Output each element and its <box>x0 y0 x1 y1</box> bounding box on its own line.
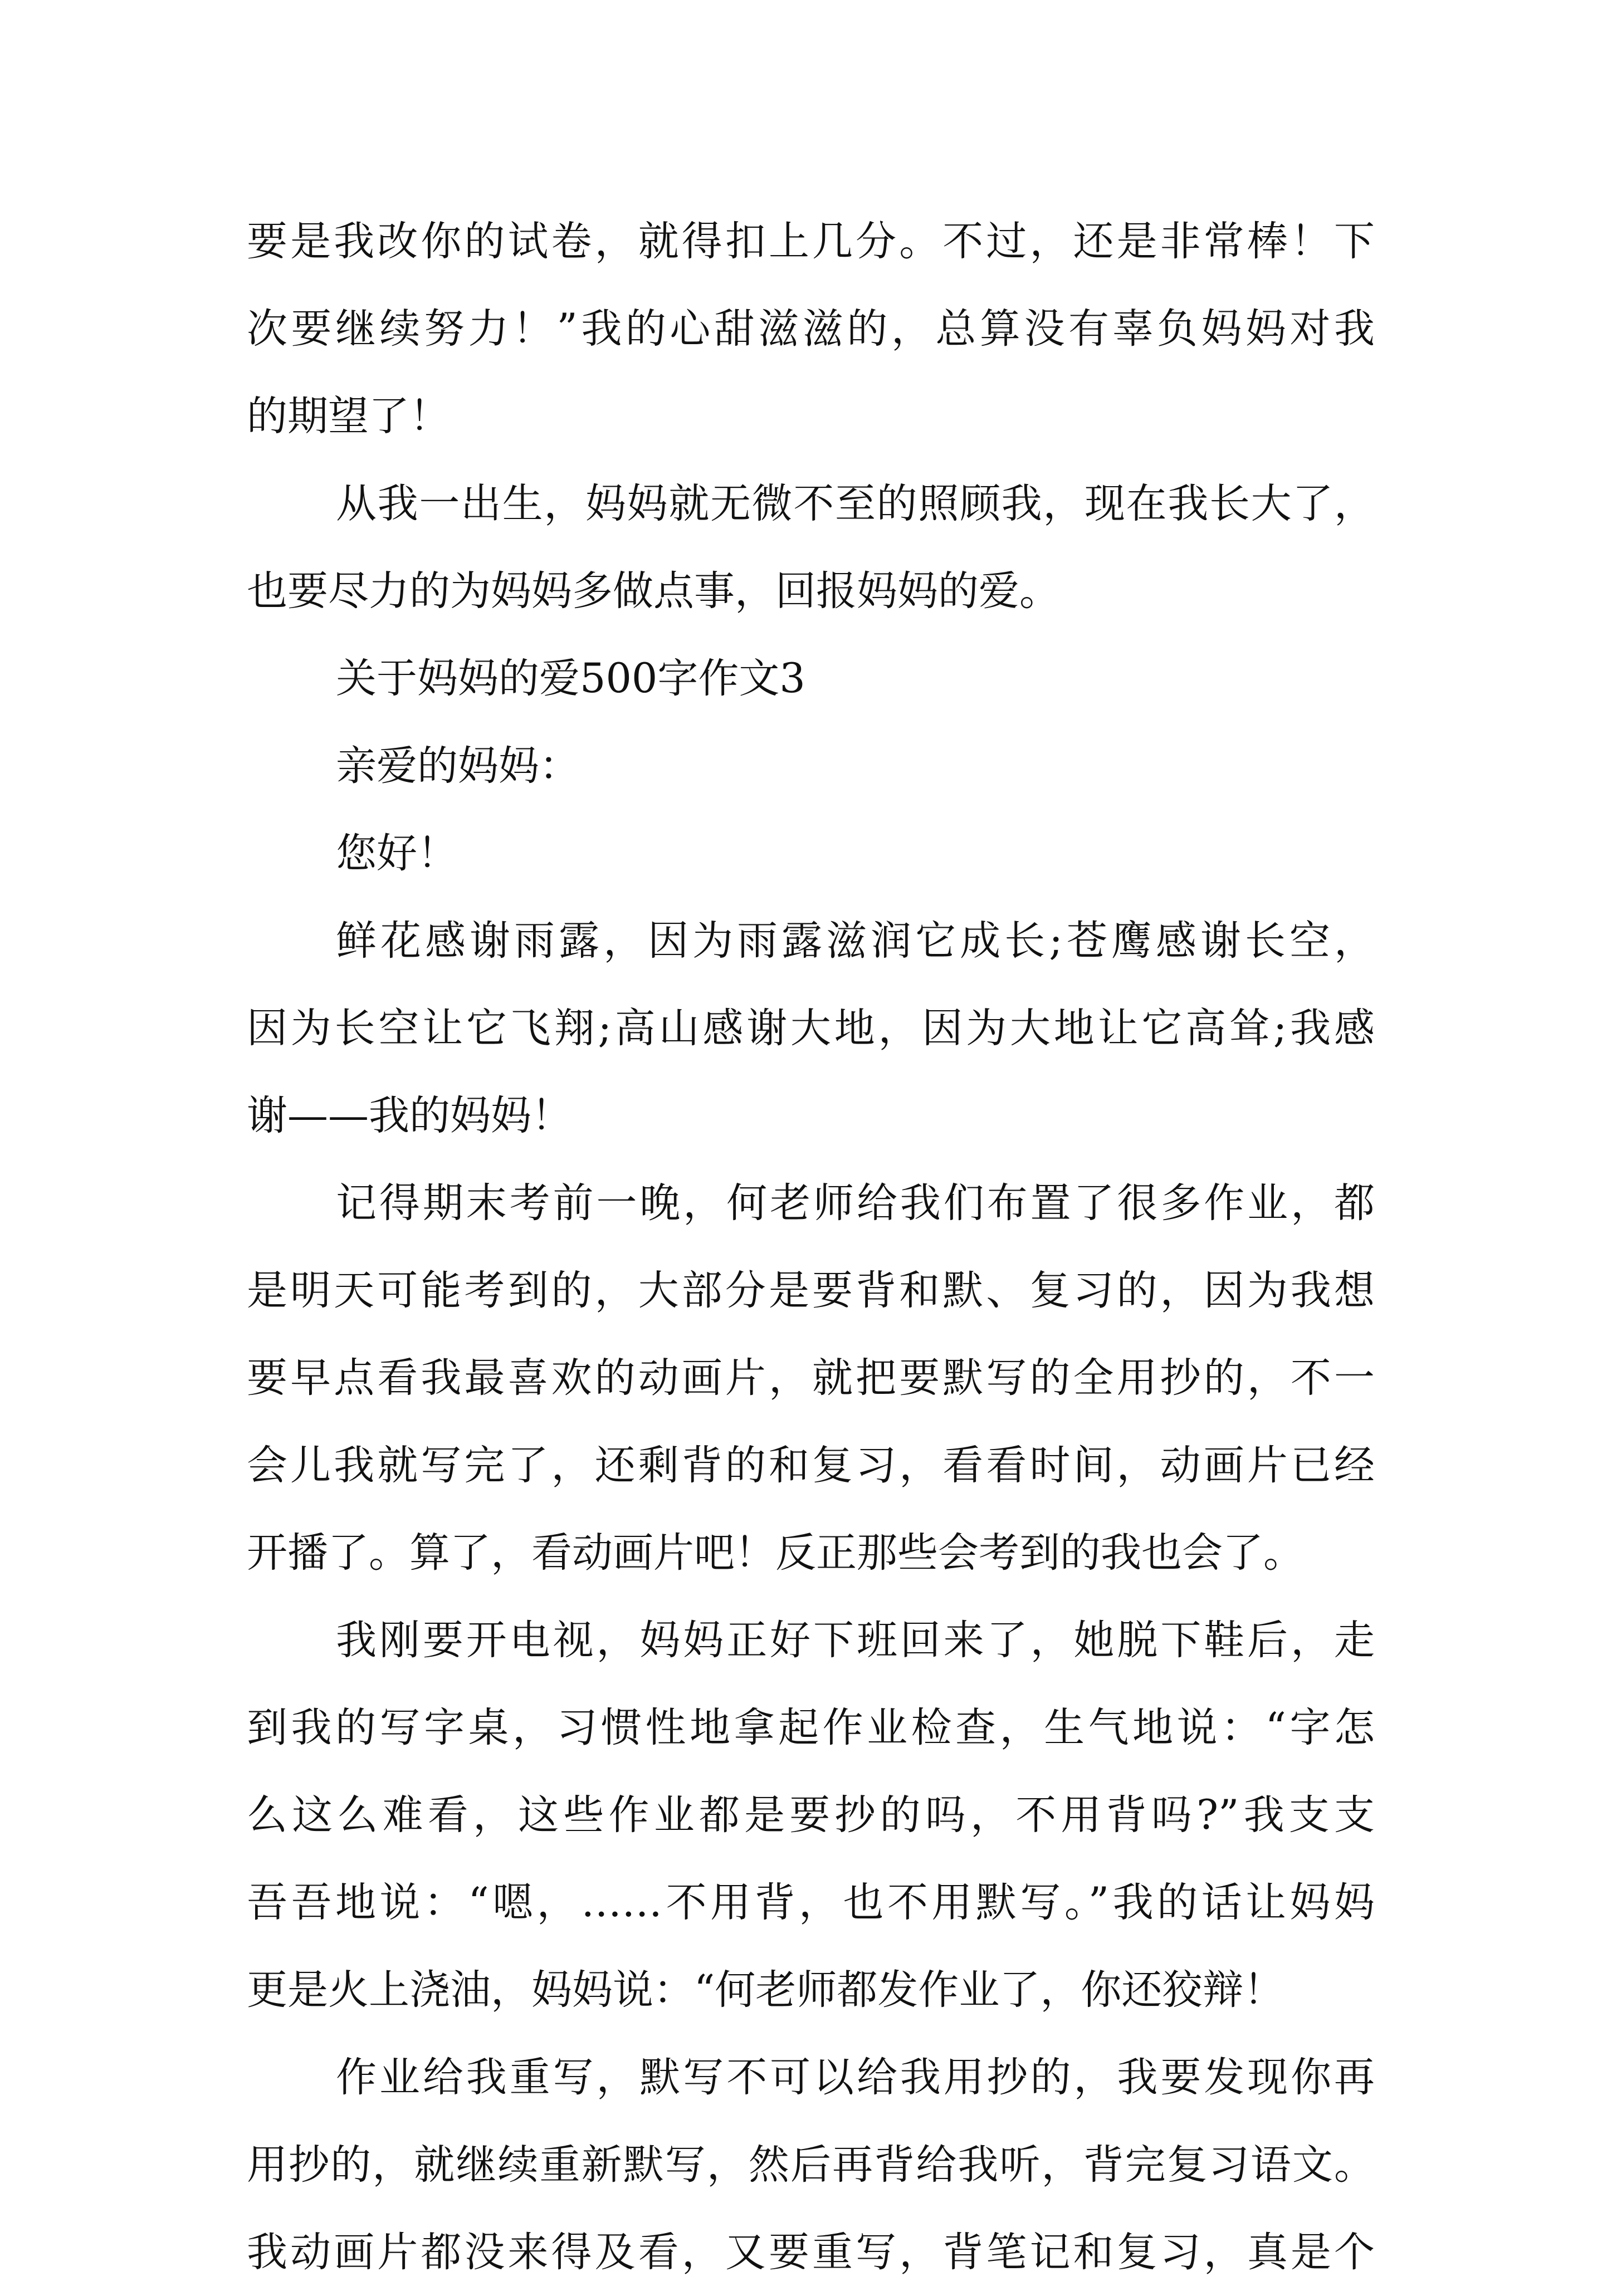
text-line-17: 我刚要开电视，妈妈正好下班回来了，她脱下鞋后，走 <box>336 1617 1375 1664</box>
text-line-11: 谢——我的妈妈！ <box>247 1092 572 1139</box>
text-line-10: 因为长空让它飞翔;高山感谢大地，因为大地让它高耸;我感 <box>247 1005 1375 1052</box>
text-line-12: 记得期末考前一晚，何老师给我们布置了很多作业，都 <box>336 1179 1375 1227</box>
text-line-16: 开播了。算了，看动画片吧！反正那些会考到的我也会了。 <box>247 1529 1304 1577</box>
body-text <box>247 198 1375 2296</box>
text-line-1: 要是我改你的试卷，就得扣上几分。不过，还是非常棒！下 <box>247 218 1375 265</box>
text-line-21: 更是火上浇油，妈妈说：“何老师都发作业了，你还狡辩！ <box>247 1966 1284 2014</box>
text-line-3: 的期望了！ <box>247 393 450 440</box>
text-line-5: 也要尽力的为妈妈多做点事，回报妈妈的爱。 <box>247 567 1060 615</box>
text-line-14: 要早点看我最喜欢的动画片，就把要默写的全用抄的，不一 <box>247 1354 1375 1402</box>
text-line-23: 用抄的，就继续重新默写，然后再背给我听，背完复习语文。 <box>247 2141 1375 2189</box>
text-line-24: 我动画片都没来得及看，又要重写，背笔记和复习，真是个 <box>247 2229 1375 2276</box>
text-line-2: 次要继续努力！”我的心甜滋滋的，总算没有辜负妈妈对我 <box>247 305 1375 353</box>
text-line-19: 么这么难看，这些作业都是要抄的吗，不用背吗?”我支支 <box>247 1791 1375 1839</box>
letter-salutation: 亲爱的妈妈： <box>336 742 580 790</box>
text-line-18: 到我的写字桌，习惯性地拿起作业检查，生气地说：“字怎 <box>247 1704 1375 1751</box>
text-line-15: 会儿我就写完了，还剩背的和复习，看看时间，动画片已经 <box>247 1442 1375 1489</box>
text-line-20: 吾吾地说：“嗯，……不用背，也不用默写。”我的话让妈妈 <box>247 1879 1375 1926</box>
text-line-9: 鲜花感谢雨露，因为雨露滋润它成长;苍鹰感谢长空， <box>336 917 1375 965</box>
essay-title: 关于妈妈的爱500字作文3 <box>336 655 805 702</box>
text-line-4: 从我一出生，妈妈就无微不至的照顾我，现在我长大了， <box>336 480 1375 527</box>
text-line-22: 作业给我重写，默写不可以给我用抄的，我要发现你再 <box>336 2054 1375 2101</box>
letter-greeting: 您好！ <box>336 830 458 877</box>
text-line-13: 是明天可能考到的，大部分是要背和默、复习的，因为我想 <box>247 1267 1375 1314</box>
